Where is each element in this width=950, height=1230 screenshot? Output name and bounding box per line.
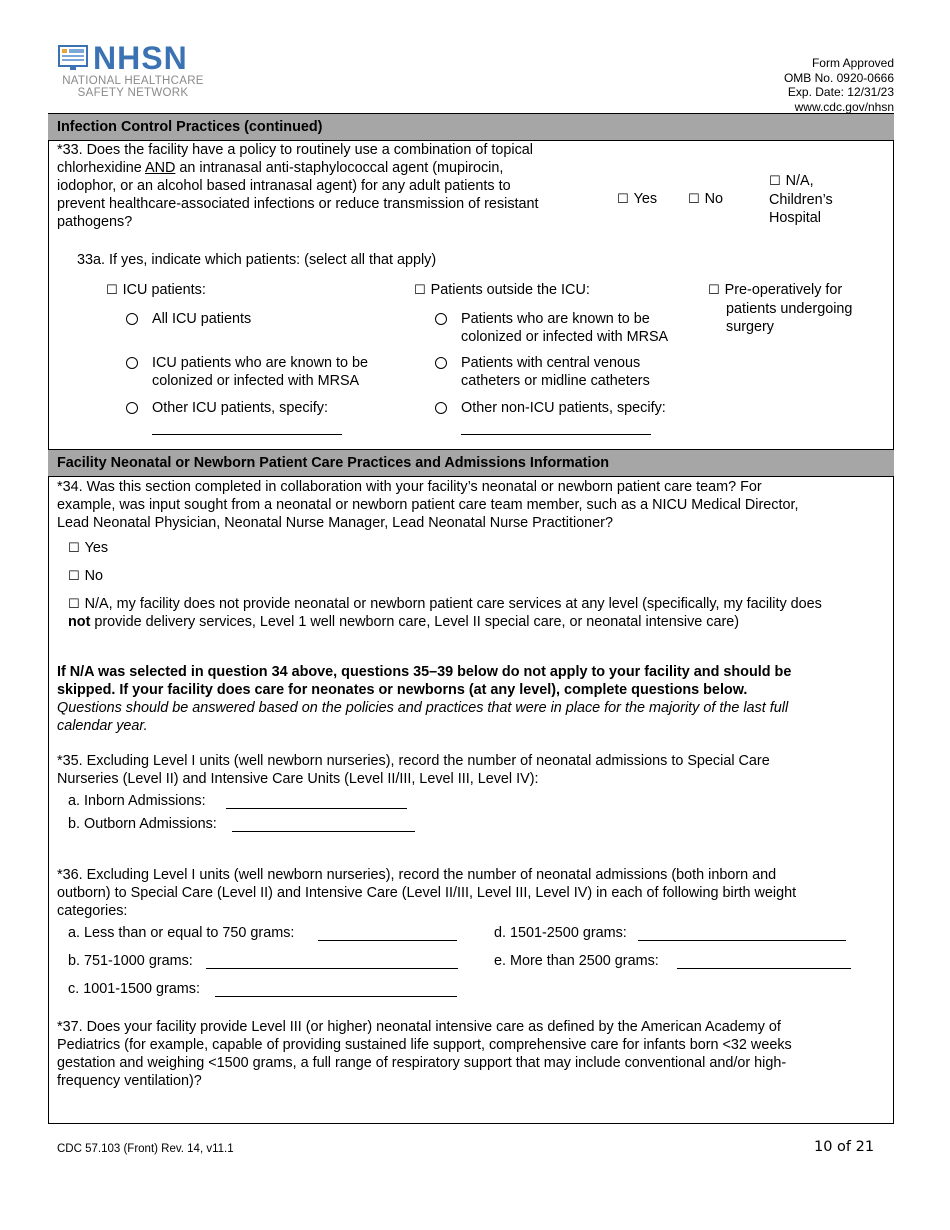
preop-option[interactable]: ☐ Pre-operatively for patients undergoing surgery xyxy=(708,282,853,335)
outside-central-line-option: Patients with central venous catheters or midline catheters xyxy=(461,355,650,389)
outside-other-option: Other non-ICU patients, specify: xyxy=(461,400,666,416)
weight-751-1000-field[interactable] xyxy=(206,954,458,969)
checkbox-icon[interactable]: ☐ xyxy=(414,283,426,298)
q33-na-option[interactable]: ☐ N/A, Children’s Hospital xyxy=(769,173,833,226)
checkbox-icon[interactable]: ☐ xyxy=(68,569,80,584)
outside-icu-option[interactable]: ☐ Patients outside the ICU: xyxy=(414,282,590,298)
cdc-link[interactable]: www.cdc.gov/nhsn xyxy=(794,99,894,114)
q33-yes-option[interactable]: ☐ Yes xyxy=(617,191,658,207)
q35b-label: b. Outborn Admissions: xyxy=(68,816,217,832)
checkbox-icon[interactable]: ☐ xyxy=(688,192,700,207)
weight-1501-2500-field[interactable] xyxy=(638,926,846,941)
checkbox-icon[interactable]: ☐ xyxy=(106,283,118,298)
radio-icon[interactable] xyxy=(435,357,447,369)
form-id: CDC 57.103 (Front) Rev. 14, v11.1 xyxy=(57,1143,234,1155)
q36a-label: a. Less than or equal to 750 grams: xyxy=(68,925,295,941)
checkbox-icon[interactable]: ☐ xyxy=(708,283,720,298)
q33-no-option[interactable]: ☐ No xyxy=(688,191,724,207)
icu-mrsa-option: ICU patients who are known to be colonized or infected with MRSA xyxy=(152,355,368,389)
q33-line2: chlorhexidine AND an intranasal anti-staphylococcal agent (mupirocin, xyxy=(57,160,504,176)
radio-icon[interactable] xyxy=(435,313,447,325)
q35a-label: a. Inborn Admissions: xyxy=(68,793,206,809)
q34-no-option[interactable]: ☐ No xyxy=(68,568,104,584)
radio-icon[interactable] xyxy=(435,402,447,414)
outside-other-specify-field[interactable] xyxy=(461,420,651,435)
weight-1001-1500-field[interactable] xyxy=(215,982,457,997)
icu-other-specify-field[interactable] xyxy=(152,420,342,435)
icu-all-option: All ICU patients xyxy=(152,311,252,327)
weight-2500-plus-field[interactable] xyxy=(677,954,851,969)
section-header-neonatal: Facility Neonatal or Newborn Patient Care Practices and Admissions Information xyxy=(48,449,894,477)
checkbox-icon[interactable]: ☐ xyxy=(68,597,80,612)
icu-patients-option[interactable]: ☐ ICU patients: xyxy=(106,282,206,298)
q34-na-option[interactable]: ☐ N/A, my facility does not provide neonatal or newborn patient care services at any level (specifically, my facility does xyxy=(68,596,822,612)
outborn-admissions-field[interactable] xyxy=(232,817,415,832)
inborn-admissions-field[interactable] xyxy=(226,794,407,809)
q36b-label: b. 751-1000 grams: xyxy=(68,953,193,969)
logo-wordmark: NHSN xyxy=(93,40,188,76)
q36d-label: d. 1501-2500 grams: xyxy=(494,925,627,941)
radio-icon[interactable] xyxy=(126,313,138,325)
radio-icon[interactable] xyxy=(126,357,138,369)
q36e-label: e. More than 2500 grams: xyxy=(494,953,659,969)
q36c-label: c. 1001-1500 grams: xyxy=(68,981,200,997)
logo-subtitle: NATIONAL HEALTHCARE SAFETY NETWORK xyxy=(62,75,204,99)
outside-mrsa-option: Patients who are known to be colonized or infected with MRSA xyxy=(461,311,669,345)
icu-other-option: Other ICU patients, specify: xyxy=(152,400,328,416)
page-number: 10 of 21 xyxy=(814,1139,875,1155)
form-approval-info: Form Approved OMB No. 0920-0666 Exp. Date: 12/31/23 www.cdc.gov/nhsn xyxy=(783,56,894,114)
weight-750-field[interactable] xyxy=(318,926,457,941)
checkbox-icon[interactable]: ☐ xyxy=(769,174,781,189)
nhsn-logo-icon xyxy=(58,44,90,76)
q34-yes-option[interactable]: ☐ Yes xyxy=(68,540,109,556)
checkbox-icon[interactable]: ☐ xyxy=(68,541,80,556)
section-header-infection-control: Infection Control Practices (continued) xyxy=(48,113,894,141)
checkbox-icon[interactable]: ☐ xyxy=(617,192,629,207)
q34-na-line2: not provide delivery services, Level 1 well newborn care, Level II special care, or neonatal intensive care) xyxy=(68,614,740,630)
radio-icon[interactable] xyxy=(126,402,138,414)
